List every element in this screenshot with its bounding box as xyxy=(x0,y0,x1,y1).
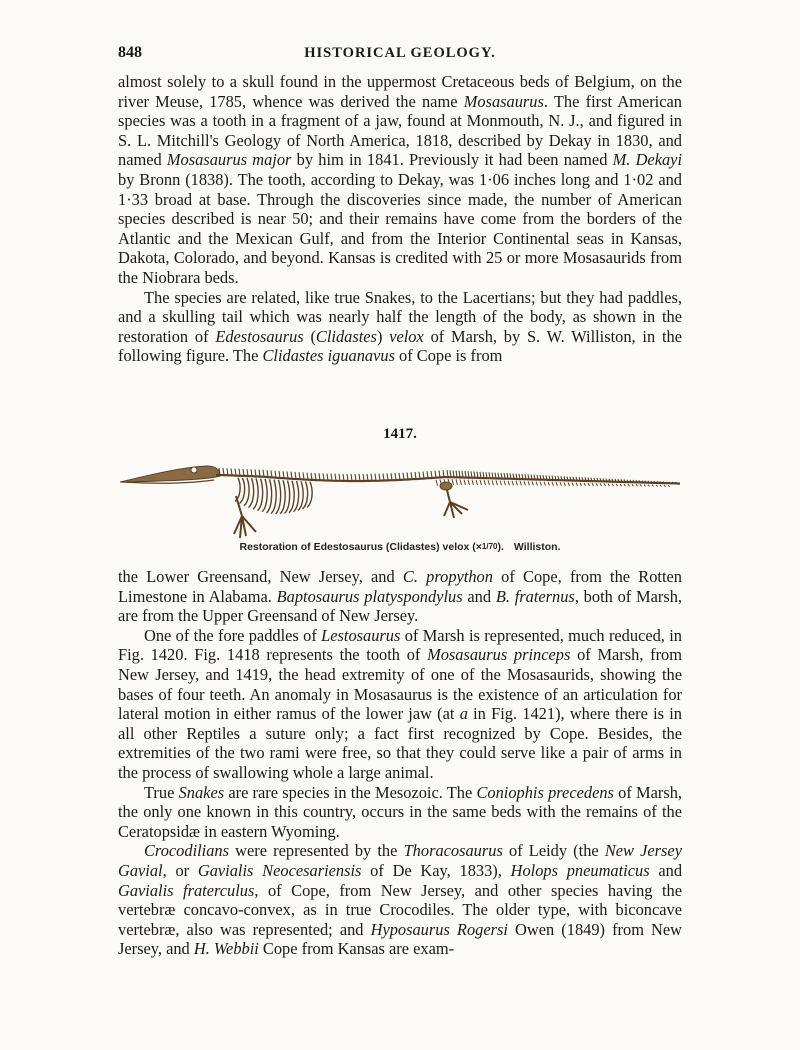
chevron-bone xyxy=(564,482,566,485)
hind-paddle xyxy=(444,486,468,518)
vertebra-spine xyxy=(435,471,436,478)
chevron-bone xyxy=(468,480,470,485)
paragraph: almost solely to a skull found in the uppermost Cretaceous beds of Belgium, on the river Meuse, 1785, whence was derived the name Mosasaurus. The first American species was a tooth in a fragment of a jaw, found at Monmouth, N. J., and figured in S. L. Mitchill's Geology of North America, 1818, described by Dekay in 1830, and named Mosasaurus major by him in 1841. Previously it had been named M. Dekayi by Bronn (1838). The tooth, according to Dekay, was 1·06 inches long and 1·02 and 1·33 broad at base. Through the discoveries since made, the number of American species described is near 50; and their remains have come from the borders of the Atlantic and the Mexican Gulf, and from the Interior Continental seas in Kansas, Dakota, Colorado, and beyond. Kansas is credited with 25 or more Mosasaurids from the Niobrara beds. xyxy=(118,72,683,287)
chevron-bone xyxy=(628,484,630,486)
chevron-bone xyxy=(668,485,670,487)
figure-caption xyxy=(0,541,800,553)
chevron-bone xyxy=(640,484,642,486)
chevron-bone xyxy=(492,480,494,485)
chevron-bone xyxy=(600,483,602,486)
chevron-bone xyxy=(576,483,578,486)
figure-caption-end: ). xyxy=(497,541,504,553)
chevron-bone xyxy=(452,479,454,485)
chevron-bone xyxy=(652,485,654,487)
chevron-bone xyxy=(660,485,662,487)
paragraph: Crocodilians were represented by the Thoracosaurus of Leidy (the New Jersey Gavial, or Gavialis Neocesariensis of De Kay, 1833), Holops pneumaticus and Gavialis fraterculus, of Cope, from New Jersey, and other species having the vertebræ concavo-convex, as in true Crocodiles. The older type, with biconcave vertebræ, also was represented; and Hyposaurus Rogersi Owen (1849) from New Jersey, and H. Webbii Cope from Kansas are exam- xyxy=(118,841,683,959)
chevron-bone xyxy=(496,480,498,485)
chevron-bone xyxy=(596,483,598,486)
vertebra-spine xyxy=(395,473,396,480)
vertebra-spine xyxy=(407,472,408,479)
chevron-bone xyxy=(508,481,510,486)
chevron-bone xyxy=(636,484,638,486)
chevron-bone xyxy=(528,481,530,485)
chevron-bone xyxy=(476,480,478,485)
chevron-bone xyxy=(572,483,574,486)
vertebra-spine xyxy=(403,473,404,480)
chevron-bone xyxy=(616,484,618,486)
chevron-bone xyxy=(620,484,622,486)
chevron-bone xyxy=(488,480,490,485)
paragraph: One of the fore paddles of Lestosaurus of Marsh is represented, much reduced, in Fig. 1420. Fig. 1418 represents the tooth of Mosasaurus princeps of Marsh, from New Jersey, and 1419, the head extremity of one of the Mosasaurids, showing the bases of four teeth. An anomaly in Mosasaurus is the existence of an articulation for lateral motion in either ramus of the lower jaw (at a in Fig. 1421), where there is in all other Reptiles a suture only; a fact first recognized by Cope. Besides, the extremities of the two rami were free, so that they could serve like a pair of arms in the process of swallowing whole a large animal. xyxy=(118,625,682,782)
chevron-bone xyxy=(536,482,538,486)
vertebra-spine xyxy=(423,471,424,478)
chevron-bone xyxy=(504,481,506,486)
chevron-bone xyxy=(556,482,558,486)
skull-shape xyxy=(120,466,220,482)
chevron-bone xyxy=(484,480,486,485)
paragraph: the Lower Greensand, New Jersey, and C. propython of Cope, from the Rotten Limestone in Alabama. Baptosaurus platyspondylus and B. fraternus, both of Marsh, are from the Upper Greensand of New Jersey. xyxy=(118,567,682,626)
figure-scale-fraction: 1/70 xyxy=(481,542,498,551)
chevron-bone xyxy=(580,483,582,486)
pelvis-bone xyxy=(440,482,452,490)
chevron-bone xyxy=(560,482,562,486)
vertebra-spine xyxy=(431,471,432,478)
chevron-bone xyxy=(548,482,550,486)
chevron-bone xyxy=(520,481,522,485)
chevron-bone xyxy=(584,483,586,486)
chevron-bone xyxy=(664,485,666,487)
chevron-bone xyxy=(644,485,646,487)
chevron-bone xyxy=(516,481,518,485)
chevron-bone xyxy=(480,480,482,485)
page-number: 848 xyxy=(118,44,142,61)
paragraph: True Snakes are rare species in the Mesozoic. The Coniophis precedens of Marsh, the only one known in this country, occurs in the same beds with the remains of the Ceratopsidæ in eastern Wyoming. xyxy=(118,782,682,841)
chevron-bone xyxy=(632,484,634,486)
figure-credit: Williston. xyxy=(513,541,561,553)
running-title: HISTORICAL GEOLOGY. xyxy=(304,45,496,61)
chevron-bone xyxy=(500,481,502,486)
chevron-bone xyxy=(436,480,438,486)
chevron-bone xyxy=(608,484,610,487)
chevron-bone xyxy=(540,482,542,486)
chevron-bone xyxy=(532,481,534,485)
chevron-bone xyxy=(648,485,650,487)
chevron-bone xyxy=(544,482,546,486)
body-text-upper xyxy=(118,72,682,366)
chevron-bone xyxy=(604,483,606,486)
chevron-bone xyxy=(524,481,526,485)
running-head xyxy=(118,44,682,66)
chevron-bone xyxy=(512,481,514,485)
skeleton-illustration xyxy=(116,446,686,546)
vertebra-spine xyxy=(379,474,380,481)
chevron-bone xyxy=(456,479,458,485)
vertebra-spine xyxy=(419,472,420,479)
chevron-bone xyxy=(612,484,614,486)
chevron-bone xyxy=(624,484,626,486)
fore-paddle xyxy=(234,496,256,538)
paragraph: The species are related, like true Snakes, to the Lacertians; but they had paddles, and a skulling tail which was nearly half the length of the body, as shown in the restoration of Edestosaurus (Clidastes) velox of Marsh, by S. W. Williston, in the following figure. The Clidastes iguanavus of Cope is from xyxy=(118,287,682,366)
chevron-bone xyxy=(552,482,554,486)
chevron-bone xyxy=(588,483,590,486)
chevron-bone xyxy=(472,480,474,485)
orbit-shape xyxy=(191,467,197,473)
chevron-bone xyxy=(592,483,594,486)
vertebra-spine xyxy=(399,473,400,480)
chevron-bone xyxy=(656,485,658,487)
chevron-bone xyxy=(460,479,462,485)
chevron-bone xyxy=(464,480,466,485)
figure-caption-text: Restoration of Edestosaurus (Clidastes) velox (× xyxy=(239,541,482,553)
body-text-lower xyxy=(118,567,682,959)
figure-number: 1417. xyxy=(383,426,417,442)
chevron-bone xyxy=(568,482,570,485)
